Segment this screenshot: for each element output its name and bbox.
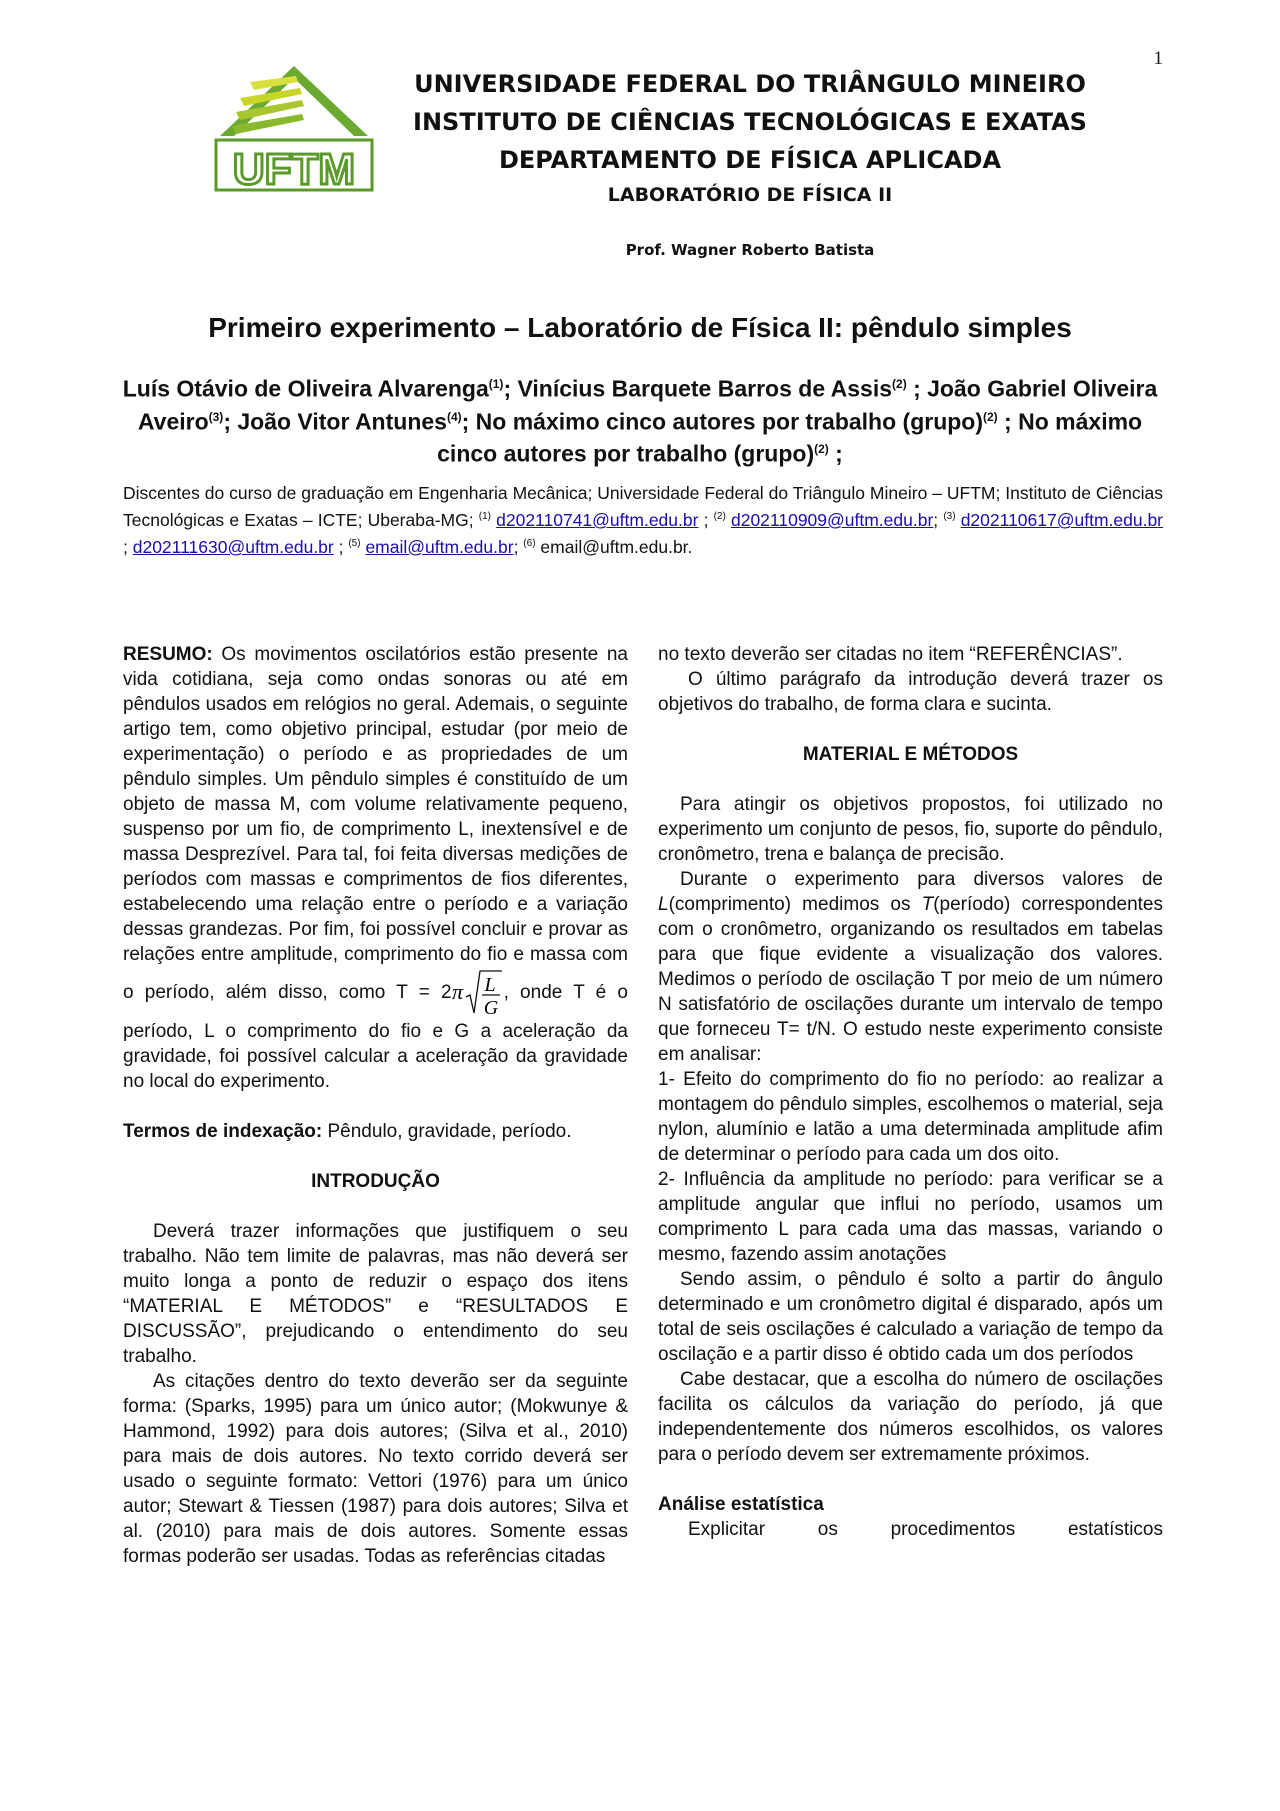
author-3-ref: (3) xyxy=(208,409,224,424)
email-3-ref: (3) xyxy=(943,511,956,522)
methods-paragraph-4: Cabe destacar, que a escolha do número de oscilações facilita os cálculos da variação do período, já que independentemente dos números escolhidos, os valores para o período devem ser extremamente próximos. xyxy=(658,1369,1163,1465)
right-column xyxy=(658,642,1163,1542)
paper-title: Primeiro experimento – Laboratório de Física II: pêndulo simples xyxy=(208,312,1072,343)
logo-text: UFTM xyxy=(232,145,356,194)
author-5: ; No máximo cinco autores por trabalho (grupo) xyxy=(461,408,983,435)
sqrt-formula xyxy=(452,967,504,1019)
author-6-ref: (2) xyxy=(814,442,829,457)
methods-text: (comprimento) medimos os xyxy=(668,894,922,915)
var-L: L xyxy=(658,894,669,915)
methods-paragraph-1: Para atingir os objetivos propostos, foi utilizado no experimento um conjunto de pesos, fio, suporte do pêndulo, cronômetro, trena e balança de precisão. xyxy=(658,794,1163,865)
email-link-2[interactable]: d202110909@uftm.edu.br xyxy=(730,509,934,530)
methods-text: (período) correspondentes com o cronômetro, organizando os resultados em tabelas para que fique evidente a visualização dos valores. Medimos o período de oscilação T por meio de um número N satisfatório de oscilações durante um intervalo de tempo que forneceu T= t/N. O estudo neste experimento consiste em analisar: xyxy=(658,894,1163,1065)
formula-numerator: L xyxy=(484,974,496,996)
intro-paragraph-3: O último parágrafo da introdução deverá trazer os objetivos do trabalho, de forma clara e sucinta. xyxy=(658,669,1163,715)
email-link-1[interactable]: d202110741@uftm.edu.br xyxy=(496,509,699,530)
lab-name: LABORATÓRIO DE FÍSICA II xyxy=(607,184,893,206)
var-T: T xyxy=(921,894,934,915)
formula-pi: π xyxy=(451,979,463,1004)
affiliation-text: Discentes do curso de graduação em Engenharia Mecânica; Universidade Federal do Triângulo Mineiro – UFTM; Instituto de Ciências Tecnológicas e Exatas – ICTE; Uberaba-MG; xyxy=(123,483,1163,530)
period-formula xyxy=(452,967,504,1019)
author-2-ref: (2) xyxy=(892,377,907,391)
page-number: 1 xyxy=(1153,48,1163,69)
university-name: UNIVERSIDADE FEDERAL DO TRIÂNGULO MINEIRO xyxy=(414,70,1086,98)
sep: ; xyxy=(933,509,944,530)
author-2: ; Vinícius Barquete Barros de Assis xyxy=(503,375,893,402)
abstract xyxy=(123,642,628,1094)
methods-paragraph-2 xyxy=(658,867,1163,1067)
uftm-logo xyxy=(210,58,378,198)
author-5-ref: (2) xyxy=(983,409,998,424)
department-name: DEPARTAMENTO DE FÍSICA APLICADA xyxy=(498,146,1002,174)
methods-text: Durante o experimento para diversos valores de xyxy=(680,869,1163,890)
email-6-ref: (6) xyxy=(523,537,536,549)
email-2-ref: (2) xyxy=(713,511,726,522)
index-terms-text: Pêndulo, gravidade, período. xyxy=(322,1121,572,1142)
email-link-4[interactable]: d202111630@uftm.edu.br xyxy=(132,536,334,557)
index-terms xyxy=(123,1119,628,1144)
author-list xyxy=(118,370,1162,468)
methods-item-2: 2- Influência da amplitude no período: para verificar se a amplitude angular que influi no período, usamos um comprimento L para cada uma das massas, variando o mesmo, fazendo assim anotações xyxy=(658,1169,1163,1265)
methods-item-1: 1- Efeito do comprimento do fio no período: ao realizar a montagem do pêndulo simples, escolhemos o material, seja nylon, alumínio e latão a uma determinada amplitude afim de determinar o período para cada um dos oito. xyxy=(658,1069,1163,1165)
institute-name: INSTITUTO DE CIÊNCIAS TECNOLÓGICAS E EXATAS xyxy=(413,108,1087,136)
author-6: ; No máximo cinco autores por trabalho (grupo) xyxy=(437,408,1143,467)
abstract-text-cont: , onde T é o período, L o comprimento do fio e G a aceleração da gravidade, foi possível calcular a aceleração da gravidade no local do experimento. xyxy=(123,982,628,1092)
intro-paragraph-2: As citações dentro do texto deverão ser da seguinte forma: (Sparks, 1995) para um único autor; (Mokwunye & Hammond, 1992) para dois autores; (Silva et al., 2010) para mais de dois autores. No texto corrido deverá ser usado o seguinte formato: Vettori (1976) para um único autor; Stewart & Tiessen (1987) para dois autores; Silva et al. (2010) para mais de dois autores. Somente essas formas poderão ser usadas. Todas as referências citadas xyxy=(123,1371,628,1567)
email-6: email@uftm.edu.br. xyxy=(540,536,693,557)
email-link-3[interactable]: d202110617@uftm.edu.br xyxy=(960,509,1164,530)
author-3: ; João Gabriel Oliveira Aveiro xyxy=(137,375,1158,435)
author-4-ref: (4) xyxy=(446,409,462,424)
formula-denominator: G xyxy=(483,997,498,1019)
methods-paragraph-3: Sendo assim, o pêndulo é solto a partir do ângulo determinado e um cronômetro digital é disparado, após um total de seis oscilações é calculado a variação de tempo da oscilação e a partir disso é obtido cada um dos períodos xyxy=(658,1269,1163,1365)
intro-heading: INTRODUÇÃO xyxy=(311,1171,440,1192)
sep: ; xyxy=(333,536,349,557)
author-1-ref: (1) xyxy=(488,377,504,391)
author-1: Luís Otávio de Oliveira Alvarenga xyxy=(122,375,489,402)
left-column xyxy=(123,642,628,1569)
logo-rays xyxy=(220,66,368,136)
intro-paragraph-1: Deverá trazer informações que justifiquem o seu trabalho. Não tem limite de palavras, mas não deverá ser muito longa a ponto de reduzir o espaço dos itens “MATERIAL E MÉTODOS” e “RESULTADOS E DISCUSSÃO”, prejudicando o entendimento do seu trabalho. xyxy=(123,1221,628,1367)
sep: ; xyxy=(513,536,524,557)
author-4: ; João Vitor Antunes xyxy=(223,408,447,435)
sep: ; xyxy=(123,536,133,557)
index-terms-label: Termos de indexação: xyxy=(123,1121,323,1142)
abstract-text: Os movimentos oscilatórios estão presente na vida cotidiana, seja como ondas sonoras ou até em pêndulos usados em relógios no geral. Ademais, o seguinte artigo tem, como objetivo principal, estudar (por meio de experimentação) o período e as propriedades de um pêndulo simples. Um pêndulo simples é constituído de um objeto de massa M, com volume relativamente pequeno, suspenso por um fio, de comprimento L, inextensível e de massa Desprezível. Para tal, foi feita diversas medições de períodos com massas e comprimentos de fios diferentes, estabelecendo uma relação entre o período e a variação dessas grandezas. Por fim, foi possível concluir e provar as relações entre amplitude, comprimento do fio e massa com o período, além disso, como T = 2 xyxy=(123,644,628,1004)
sep: ; xyxy=(698,509,714,530)
email-link-5[interactable]: email@uftm.edu.br xyxy=(365,536,514,557)
professor-name: Prof. Wagner Roberto Batista xyxy=(625,241,875,259)
email-5-ref: (5) xyxy=(348,537,361,549)
intro-paragraph-2-cont: no texto deverão ser citadas no item “REFERÊNCIAS”. xyxy=(658,644,1123,665)
affiliation xyxy=(123,482,1163,559)
methods-heading: MATERIAL E MÉTODOS xyxy=(802,744,1019,765)
abstract-label: RESUMO: xyxy=(123,644,213,665)
email-1-ref: (1) xyxy=(478,511,491,522)
statistics-heading: Análise estatística xyxy=(658,1494,824,1515)
author-list-end: ; xyxy=(828,440,843,467)
statistics-paragraph: Explicitar os procedimentos estatísticos xyxy=(688,1519,1163,1540)
